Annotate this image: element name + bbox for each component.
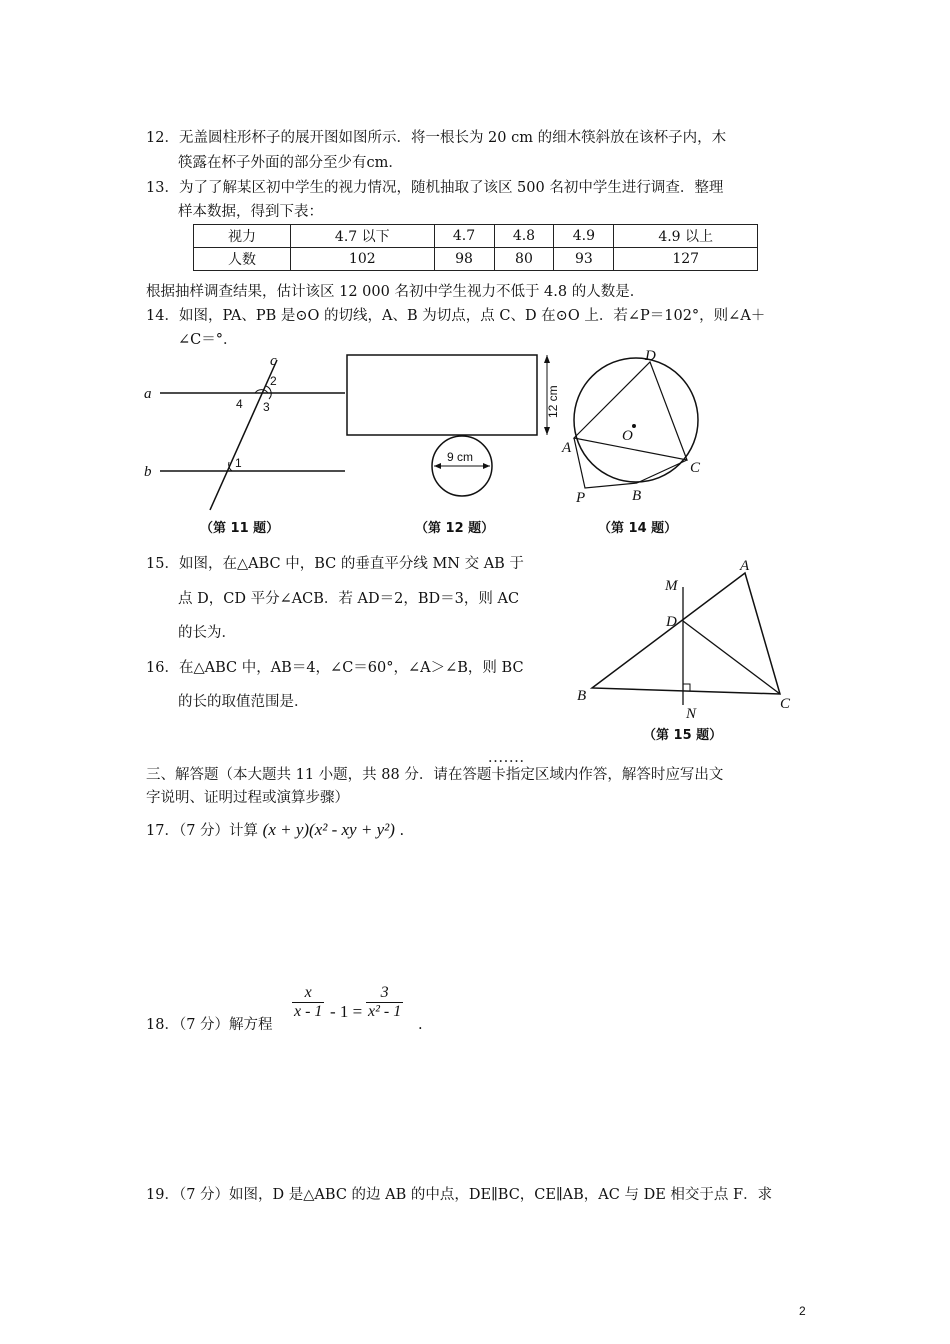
- q16-line2: 的长的取值范围是．: [178, 694, 309, 710]
- q16-line1: 16．在△ABC 中，AB＝4，∠C＝60°，∠A＞∠B，则 BC: [146, 660, 524, 676]
- height-label: 12 cm: [546, 385, 560, 418]
- q18-fraction-right: [366, 984, 403, 1021]
- emphasis-dots: ．．．．．．．: [488, 750, 532, 766]
- table-cell: 4.8: [494, 225, 554, 248]
- label-c: C: [780, 696, 791, 712]
- segment-cd: [683, 621, 780, 694]
- caption-fig12: （第 12 题）: [415, 521, 495, 536]
- label-3: 3: [263, 400, 270, 414]
- q17-suffix: .: [399, 823, 405, 839]
- figure-11: [144, 353, 345, 510]
- q13-line2: 样本数据，得到下表：: [178, 204, 323, 220]
- q15-line3: 的长为．: [178, 625, 236, 641]
- q14-line2: ∠C＝°．: [178, 332, 238, 348]
- fraction-numerator: 3: [380, 984, 389, 1001]
- figure-12: [347, 355, 560, 496]
- q18-fraction-left: [292, 984, 324, 1021]
- label-c: C: [690, 460, 701, 476]
- label-o: O: [622, 428, 633, 444]
- q15-line2: 点 D，CD 平分∠ACB．若 AD＝2，BD＝3，则 AC: [178, 591, 520, 607]
- label-a: A: [740, 558, 750, 574]
- q18-prefix: 18．（7 分）解方程: [146, 1017, 273, 1033]
- label-2: 2: [270, 374, 277, 388]
- label-d: D: [666, 614, 677, 630]
- table-cell: 98: [434, 248, 494, 271]
- line-c: [210, 360, 277, 510]
- q18-middle: - 1 =: [330, 1002, 363, 1021]
- table-cell: 102: [291, 248, 435, 271]
- q12-line2: 筷露在杯子外面的部分至少有cm．: [178, 155, 403, 171]
- figure-15: [577, 558, 791, 722]
- caption-fig15: （第 15 题）: [643, 728, 723, 743]
- label-p: P: [576, 490, 586, 506]
- tangent-lines: [574, 438, 637, 488]
- figure-14: [561, 348, 701, 506]
- q17-expression: (x + y)(x² - xy + y²): [262, 820, 395, 839]
- label-m: M: [665, 578, 678, 594]
- table-cell: 4.7: [434, 225, 494, 248]
- q17-line: [146, 820, 404, 841]
- table-cell: 127: [614, 248, 758, 271]
- q13-line1: 13．为了了解某区初中学生的视力情况，随机抽取了该区 500 名初中学生进行调查．整理: [146, 180, 724, 196]
- chord-bc: [637, 460, 687, 483]
- page-number: 2: [799, 1304, 806, 1318]
- fraction-numerator: x: [304, 984, 312, 1001]
- label-b: B: [577, 688, 587, 704]
- label-n: N: [686, 706, 697, 722]
- table-cell: 人数: [194, 248, 291, 271]
- fraction-denominator: x - 1: [294, 1003, 323, 1020]
- table-cell: 视力: [194, 225, 291, 248]
- label-1: 1: [235, 456, 242, 470]
- label-c: c: [270, 353, 277, 369]
- label-4: 4: [236, 397, 243, 411]
- table-cell: 4.7 以下: [291, 225, 435, 248]
- fraction-denominator: x² - 1: [368, 1003, 402, 1020]
- arrow-head: [483, 463, 490, 469]
- arrow-head: [434, 463, 441, 469]
- q14-line1: 14．如图，PA、PB 是⊙O 的切线，A、B 为切点，点 C、D 在⊙O 上．若∠P＝102°，则∠A＋: [146, 308, 766, 324]
- label-b: B: [632, 488, 642, 504]
- label-b: b: [144, 464, 152, 480]
- label-a: A: [562, 440, 572, 456]
- triangle-abc: [592, 573, 780, 694]
- q13-line3: 根据抽样调查结果，估计该区 12 000 名初中学生视力不低于 4.8 的人数是．: [146, 284, 645, 300]
- caption-fig11: （第 11 题）: [200, 521, 280, 536]
- q15-line1: 15．如图，在△ABC 中，BC 的垂直平分线 MN 交 AB 于: [146, 556, 524, 572]
- q12-line1: 12．无盖圆柱形杯子的展开图如图所示．将一根长为 20 cm 的细木筷斜放在该杯子内，木: [146, 130, 727, 146]
- label-a: a: [144, 386, 152, 402]
- q18-suffix: .: [418, 1017, 423, 1033]
- arrow-head: [544, 427, 550, 435]
- q17-prefix: 17．（7 分）计算: [146, 823, 259, 839]
- table-cell: 93: [554, 248, 614, 271]
- caption-fig14: （第 14 题）: [598, 521, 678, 536]
- table-cell: 4.9: [554, 225, 614, 248]
- cup-side-rect: [347, 355, 537, 435]
- section3-line2: 字说明、证明过程或演算步骤）: [146, 790, 349, 806]
- diameter-label: 9 cm: [447, 450, 474, 464]
- table-cell: 4.9 以上: [614, 225, 758, 248]
- section3-line1: 三、解答题（本大题共 11 小题，共 88 分．请在答题卡指定区域内作答，解答时应写出文: [146, 767, 724, 783]
- q19-line1: 19．（7 分）如图，D 是△ABC 的边 AB 的中点，DE∥BC，CE∥AB，AC 与 DE 相交于点 F．求: [146, 1187, 773, 1203]
- table-cell: 80: [494, 248, 554, 271]
- label-d: D: [645, 348, 656, 364]
- right-angle-mark: [683, 684, 690, 691]
- arrow-head: [544, 355, 550, 363]
